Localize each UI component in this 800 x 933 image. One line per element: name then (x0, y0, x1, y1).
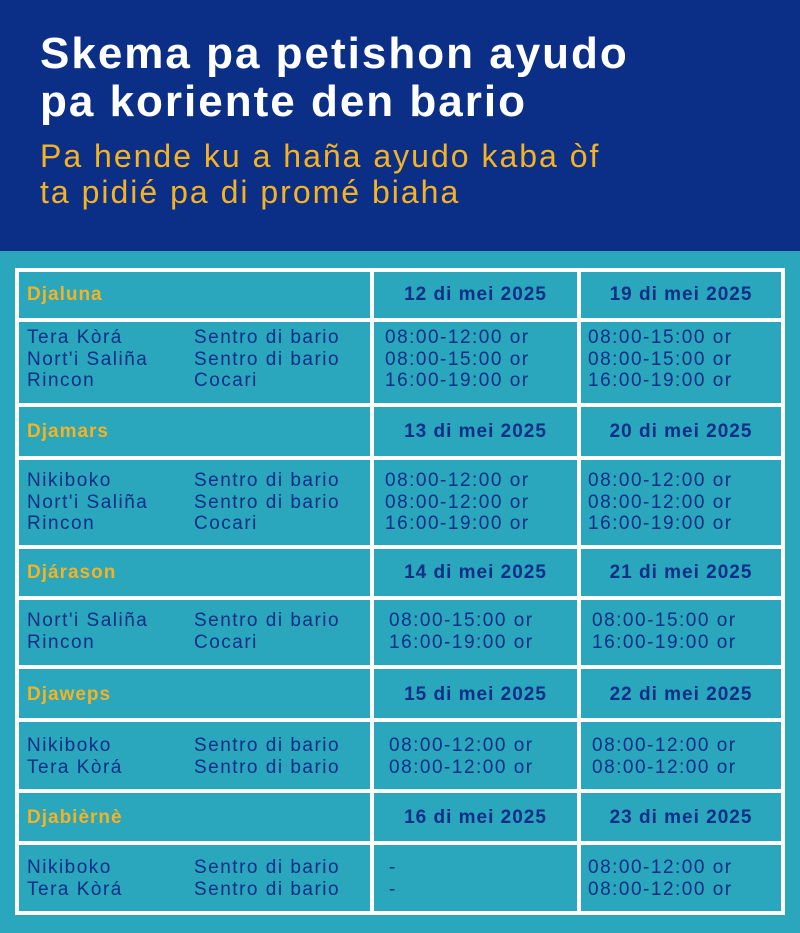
time-slot: 08:00-15:00 or (389, 610, 534, 631)
venue: Cocari (194, 513, 258, 534)
title-line-2: pa koriente den bario (40, 77, 527, 126)
times-week-1 (389, 735, 534, 778)
venue: Sentro di bario (194, 327, 341, 348)
time-slot: - (389, 857, 397, 878)
neighborhood: Nort'i Saliña (27, 348, 149, 370)
day-label: Djamars (27, 421, 109, 442)
time-slot: 08:00-15:00 or (592, 610, 737, 631)
time-slot: 08:00-12:00 or (588, 491, 733, 513)
time-slot: - (389, 878, 397, 900)
table-row (27, 632, 340, 654)
table-row (27, 879, 340, 901)
venue: Cocari (194, 631, 258, 653)
time-slot: 08:00-15:00 or (385, 348, 530, 370)
table-row (27, 757, 340, 779)
header-banner (0, 0, 800, 251)
time-slot: 16:00-19:00 or (385, 370, 530, 391)
neighborhood: Nikiboko (27, 857, 112, 878)
neighborhood: Nikiboko (27, 735, 112, 756)
times-week-1 (389, 610, 534, 653)
neighborhood: Nort'i Saliña (27, 491, 149, 513)
date-week-1: 15 di mei 2025 (404, 684, 547, 705)
table-row (27, 492, 340, 514)
venue: Sentro di bario (194, 610, 341, 631)
time-slot: 16:00-19:00 or (588, 370, 733, 391)
venue: Sentro di bario (194, 348, 341, 370)
time-slot: 08:00-12:00 or (389, 735, 534, 756)
table-row (27, 349, 340, 371)
neighborhood: Tera Kòrá (27, 756, 123, 778)
time-slot: 08:00-12:00 or (385, 491, 530, 513)
venue: Sentro di bario (194, 878, 341, 900)
venue: Cocari (194, 370, 258, 391)
date-week-1: 13 di mei 2025 (404, 421, 547, 442)
date-week-1: 14 di mei 2025 (404, 562, 547, 583)
times-week-2 (588, 470, 733, 535)
date-week-1: 16 di mei 2025 (404, 807, 547, 828)
table-row (27, 370, 340, 392)
table-row (27, 327, 340, 349)
times-week-1 (385, 470, 530, 535)
neighborhood: Nikiboko (27, 470, 112, 491)
time-slot: 08:00-12:00 or (389, 756, 534, 778)
times-week-1 (385, 327, 530, 392)
time-slot: 16:00-19:00 or (588, 513, 733, 534)
neighborhood: Rincon (27, 631, 96, 653)
subtitle-line-2: ta pidié pa di promé biaha (40, 174, 461, 210)
venue: Sentro di bario (194, 857, 341, 878)
table-row (27, 735, 340, 757)
time-slot: 08:00-12:00 or (592, 735, 737, 756)
location-list (27, 327, 340, 392)
time-slot: 16:00-19:00 or (385, 513, 530, 534)
table-row (27, 857, 340, 879)
times-week-2 (588, 327, 733, 392)
neighborhood: Rincon (27, 513, 96, 534)
neighborhood: Nort'i Saliña (27, 610, 149, 631)
venue: Sentro di bario (194, 470, 341, 491)
date-week-2: 19 di mei 2025 (609, 284, 753, 305)
time-slot: 08:00-12:00 or (385, 327, 530, 348)
title-line-1: Skema pa petishon ayudo (40, 29, 629, 78)
times-week-2 (588, 857, 733, 900)
table-row (27, 470, 340, 492)
time-slot: 08:00-12:00 or (385, 470, 530, 491)
time-slot: 08:00-12:00 or (588, 857, 733, 878)
day-label: Djabièrnè (27, 807, 123, 828)
location-list (27, 857, 340, 900)
date-week-1: 12 di mei 2025 (404, 284, 547, 305)
table-row (27, 610, 340, 632)
day-label: Djárason (27, 562, 117, 583)
venue: Sentro di bario (194, 735, 341, 756)
time-slot: 08:00-12:00 or (588, 470, 733, 491)
location-list (27, 735, 340, 778)
table-row (27, 513, 340, 535)
times-week-1 (389, 857, 397, 900)
time-slot: 08:00-12:00 or (592, 756, 737, 778)
day-label: Djaluna (27, 284, 103, 305)
times-week-2 (592, 735, 737, 778)
date-week-2: 21 di mei 2025 (609, 562, 753, 583)
time-slot: 08:00-15:00 or (588, 327, 733, 348)
subtitle-line-1: Pa hende ku a haña ayudo kaba òf (40, 138, 601, 174)
date-week-2: 23 di mei 2025 (609, 807, 753, 828)
time-slot: 16:00-19:00 or (389, 631, 534, 653)
neighborhood: Rincon (27, 370, 96, 391)
venue: Sentro di bario (194, 756, 341, 778)
date-week-2: 22 di mei 2025 (609, 684, 753, 705)
location-list (27, 470, 340, 535)
time-slot: 08:00-12:00 or (588, 878, 733, 900)
day-label: Djaweps (27, 684, 112, 705)
neighborhood: Tera Kòrá (27, 878, 123, 900)
time-slot: 08:00-15:00 or (588, 348, 733, 370)
venue: Sentro di bario (194, 491, 341, 513)
page-title (40, 30, 780, 126)
location-list (27, 610, 340, 653)
times-week-2 (592, 610, 737, 653)
page-subtitle (40, 138, 780, 210)
time-slot: 16:00-19:00 or (592, 631, 737, 653)
neighborhood: Tera Kòrá (27, 327, 123, 348)
date-week-2: 20 di mei 2025 (609, 421, 753, 442)
